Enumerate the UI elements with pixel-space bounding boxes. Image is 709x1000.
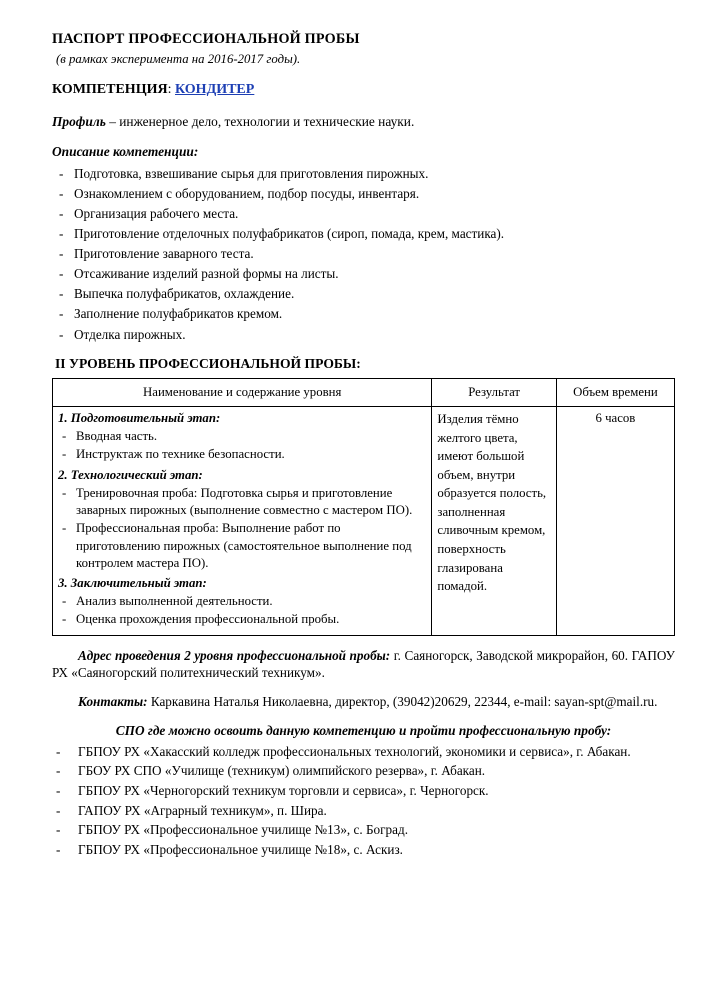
page-subtitle: (в рамках эксперимента на 2016-2017 годы). — [56, 51, 301, 66]
list-item: - Организация рабочего места. — [52, 205, 675, 223]
list-item: - ГБПОУ РХ «Профессиональное училище №18», с. Аскиз. — [52, 841, 675, 859]
competence-label: КОМПЕТЕНЦИЯ — [52, 81, 168, 97]
list-item: - Отделка пирожных. — [52, 326, 675, 344]
competence-line — [52, 81, 675, 100]
list-item: - Ознакомлением с оборудованием, подбор посуды, инвентаря. — [52, 185, 675, 203]
list-item: - ГБОУ РХ СПО «Училище (техникум) олимпийского резерва», г. Абакан. — [52, 762, 675, 780]
table-cell-result: Изделия тёмно желтого цвета, имеют большой объем, внутри образуется полость, заполненная сливочным кремом, поверхность глазирована помадой. — [432, 407, 556, 635]
table-header-time: Объем времени — [556, 379, 674, 407]
list-item: - Заполнение полуфабрикатов кремом. — [52, 305, 675, 323]
list-item: - Приготовление отделочных полуфабрикатов (сироп, помада, крем, мастика). — [52, 225, 675, 243]
address-paragraph — [52, 647, 675, 682]
level-table — [52, 378, 675, 635]
stage-title: 2. Технологический этап: — [58, 467, 203, 482]
profile-label: Профиль — [52, 113, 106, 129]
list-item: - ГАПОУ РХ «Аграрный техникум», п. Шира. — [52, 802, 675, 820]
spo-list — [52, 743, 675, 858]
list-item: - Приготовление заварного теста. — [52, 245, 675, 263]
table-cell-time: 6 часов — [556, 407, 674, 635]
address-label: Адрес проведения 2 уровня профессиональной пробы: — [78, 647, 391, 663]
contacts-paragraph — [52, 693, 675, 711]
profile-line — [52, 113, 675, 131]
table-row — [53, 407, 675, 635]
list-item: - Оценка прохождения профессиональной пробы. — [58, 611, 426, 628]
table-header-row — [53, 379, 675, 407]
stage-title: 1. Подготовительный этап: — [58, 411, 221, 426]
list-item: - Выпечка полуфабрикатов, охлаждение. — [52, 285, 675, 303]
list-item: - ГБПОУ РХ «Черногорский техникум торговли и сервиса», г. Черногорск. — [52, 782, 675, 800]
table-header-result: Результат — [432, 379, 556, 407]
list-item: - Инструктаж по технике безопасности. — [58, 446, 426, 463]
stage-items — [58, 593, 426, 629]
list-item: - Профессиональная проба: Выполнение работ по приготовлению пирожных (самостоятельное выполнение под контролем мастера ПО). — [58, 520, 426, 572]
description-heading: Описание компетенции: — [52, 144, 199, 160]
list-item: - Вводная часть. — [58, 428, 426, 445]
contacts-label: Контакты: — [78, 693, 148, 709]
stage-items — [58, 485, 426, 572]
list-item: - Анализ выполненной деятельности. — [58, 593, 426, 610]
list-item: - ГБПОУ РХ «Хакасский колледж профессиональных технологий, экономики и сервиса», г. Абакан. — [52, 743, 675, 761]
level-heading: II УРОВЕНЬ ПРОФЕССИОНАЛЬНОЙ ПРОБЫ: — [55, 356, 361, 372]
list-item: - ГБПОУ РХ «Профессиональное училище №13», с. Боград. — [52, 821, 675, 839]
competence-value[interactable]: КОНДИТЕР — [174, 81, 255, 97]
competence-separator: : — [167, 81, 175, 97]
stage-title: 3. Заключительный этап: — [58, 576, 207, 591]
table-header-name: Наименование и содержание уровня — [53, 379, 432, 407]
contacts-text: Каркавина Наталья Николаевна, директор, (39042)20629, 22344, e-mail: sayan-spt@mail.ru. — [147, 693, 658, 709]
list-item: - Тренировочная проба: Подготовка сырья и приготовление заварных пирожных (выполнение совместно с мастером ПО). — [58, 485, 426, 520]
profile-text: – инженерное дело, технологии и технические науки. — [105, 113, 415, 129]
description-list — [52, 165, 675, 343]
list-item: - Отсаживание изделий разной формы на листы. — [52, 265, 675, 283]
list-item: - Подготовка, взвешивание сырья для приготовления пирожных. — [52, 165, 675, 183]
address-text: г. Саяногорск, Заводской микрорайон, 60. ГАПОУ РХ «Саяногорский политехнический техникум». — [52, 647, 675, 681]
page-title: ПАСПОРТ ПРОФЕССИОНАЛЬНОЙ ПРОБЫ — [52, 31, 360, 47]
table-cell-stages — [53, 407, 432, 635]
spo-heading: СПО где можно освоить данную компетенцию и пройти профессиональную пробу: — [115, 723, 612, 739]
stage-items — [58, 428, 426, 464]
